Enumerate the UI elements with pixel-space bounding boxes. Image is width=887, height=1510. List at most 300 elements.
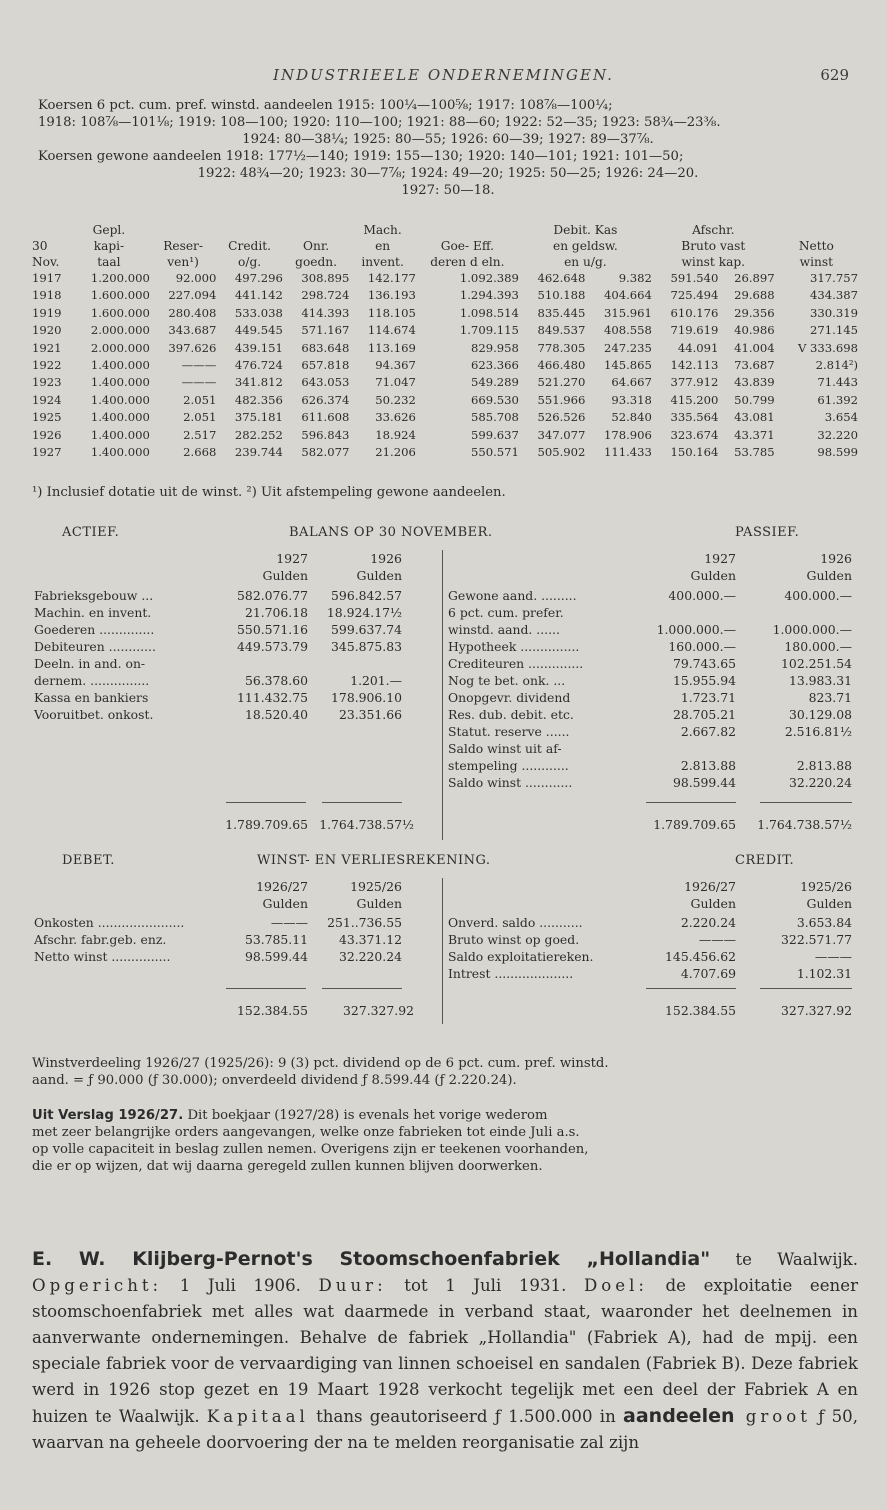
th: deren d eln. — [430, 255, 505, 269]
entry-label: Netto winst ............... — [34, 949, 171, 964]
table-body — [32, 270, 858, 461]
opgericht-value: 1 Juli 1906. — [162, 1276, 319, 1295]
table-cell: 2.000.000 — [90, 340, 150, 355]
koersen-gewone-line3: 1927: 50—18. — [401, 183, 495, 198]
row-year: 1918 — [32, 288, 62, 303]
table-cell: 397.626 — [168, 340, 217, 355]
table-cell: ——— — [181, 375, 217, 390]
entry-value-current: 2.220.24 — [680, 915, 736, 930]
balans-unit: Gulden — [806, 568, 852, 583]
row-year: 1921 — [32, 340, 62, 355]
table-cell: 482.356 — [234, 392, 283, 407]
entry-value-previous: 1.201.— — [350, 673, 402, 688]
koersen-pref-paragraph — [38, 97, 858, 148]
table-cell: 623.366 — [470, 358, 519, 373]
total-rule — [646, 988, 736, 989]
table-footnote: ¹) Inclusief dotatie uit de winst. ²) Uit afstempeling gewone aandeelen. — [32, 485, 506, 500]
table-cell: 2.517 — [183, 427, 217, 442]
winstverdeeling-line1: Winstverdeeling 1926/27 (1925/26): 9 (3) pct. dividend op de 6 pct. cum. pref. winstd. — [32, 1056, 609, 1071]
table-cell: 150.164 — [670, 445, 719, 460]
th: Reser- — [163, 239, 203, 253]
table-cell: 53.785 — [734, 445, 775, 460]
winst-divider — [442, 878, 443, 1024]
table-cell: 1.600.000 — [90, 288, 150, 303]
table-cell: 375.181 — [234, 410, 283, 425]
entry-label: Nog te bet. onk. ... — [448, 673, 566, 688]
table-cell: 1.400.000 — [90, 410, 150, 425]
entry-value-previous: 345.875.83 — [331, 639, 402, 654]
balans-total-passief-1926: 1.764.738.57½ — [757, 817, 852, 832]
koersen-gewone-line1: Koersen gewone aandeelen 1918: 177½—140; 1919: 155—130; 1920: 140—101; 1921: 101—50; — [38, 149, 684, 164]
entry-value-current: ——— — [270, 915, 308, 930]
table-cell: 308.895 — [301, 271, 350, 285]
verslag-line3: op volle capaciteit in beslag zullen nemen. Overigens zijn er teekenen voorhanden, — [32, 1142, 589, 1157]
row-year: 1924 — [32, 392, 62, 407]
actief-title: ACTIEF. — [62, 525, 120, 540]
table-cell: 21.206 — [375, 445, 416, 460]
groot-label: groot — [734, 1407, 811, 1426]
entry-value-previous: 251..736.55 — [327, 915, 402, 930]
table-cell: 64.667 — [611, 375, 652, 390]
table-row — [32, 305, 858, 322]
table-cell: 142.113 — [670, 358, 719, 373]
table-cell: 2.814²) — [815, 358, 858, 373]
th: kapi- — [93, 239, 125, 253]
entry-value-current: 98.599.44 — [244, 949, 308, 964]
th: o/g. — [238, 255, 262, 269]
entry-label: Vooruitbet. onkost. — [34, 707, 154, 722]
th — [216, 222, 283, 238]
th: Debit. Kas — [553, 223, 618, 237]
entry-value-previous: 102.251.54 — [781, 656, 852, 671]
table-row — [32, 409, 858, 426]
entry-value-current: 550.571.16 — [237, 622, 308, 637]
table-cell: 526.526 — [537, 410, 586, 425]
table-cell: 26.897 — [734, 271, 775, 285]
table-cell: ——— — [181, 358, 217, 373]
th: winst kap. — [681, 255, 746, 269]
table-head-row-1 — [32, 222, 858, 238]
th: Goe- Eff. — [440, 239, 494, 253]
table-cell: 94.367 — [375, 358, 416, 373]
winst-total: 327.327.92 — [781, 1003, 852, 1018]
th: ven¹) — [167, 255, 199, 269]
th: invent. — [361, 255, 404, 269]
table-cell: 582.077 — [301, 445, 350, 460]
credit-title: CREDIT. — [735, 853, 795, 868]
th: winst — [799, 255, 833, 269]
table-cell: 142.177 — [367, 271, 416, 285]
table-head-row-3 — [32, 254, 858, 270]
table-row — [32, 374, 858, 391]
table-cell: 73.687 — [734, 358, 775, 373]
entry-value-previous: 596.842.57 — [331, 588, 402, 603]
entry-value-current: 18.520.40 — [244, 707, 308, 722]
entry-value-previous: 823.71 — [808, 690, 852, 705]
table-cell: 50.232 — [375, 392, 416, 407]
table-cell: 571.167 — [301, 323, 350, 338]
table-cell: 2.051 — [183, 392, 217, 407]
table-row — [32, 444, 858, 461]
verslag-line4: die er op wijzen, dat wij daarna geregeld zullen kunnen blijven doorwerken. — [32, 1159, 543, 1174]
table-row — [32, 340, 858, 357]
th: Onr. — [302, 239, 330, 253]
table-cell: 239.744 — [234, 445, 283, 460]
table-cell: 178.906 — [603, 427, 652, 442]
winst-unit: Gulden — [806, 896, 852, 911]
page-header — [0, 66, 887, 90]
th: en geldsw. — [553, 239, 618, 253]
entry-value-previous: 400.000.— — [784, 588, 852, 603]
balans-unit: Gulden — [356, 568, 402, 583]
table-cell: 1.400.000 — [90, 427, 150, 442]
entry-label: Onkosten ...................... — [34, 915, 185, 930]
table-cell: 591.540 — [670, 271, 719, 285]
entry-value-previous: 18.924.17½ — [326, 605, 402, 620]
row-year: 1927 — [32, 445, 62, 460]
table-cell: 113.169 — [367, 340, 416, 355]
th — [32, 222, 68, 238]
table-cell: 585.708 — [470, 410, 519, 425]
doel-text: de exploitatie eener stoomschoenfabriek met alles wat daarmede in verband staat, waaronder het deelnemen in aanverwante ondernemingen. Behalve de fabriek „Hollandia" (Fabriek A), had de mpij. een speciale fabriek voor de vervaardiging van linnen schoeisel en sandalen (Fabriek B). Deze fabriek werd in 1926 stop gezet en 19 Maart 1928 verkocht tegelijk met een deel der Fabriek A en huizen te Waalwijk. — [32, 1276, 858, 1426]
debet-title: DEBET. — [62, 853, 115, 868]
table-cell: 2.051 — [183, 410, 217, 425]
table-cell: 335.564 — [670, 410, 719, 425]
table-row — [32, 427, 858, 444]
entry-value-previous: 180.000.— — [784, 639, 852, 654]
balans-year-actief-1926: 1926 — [370, 551, 402, 566]
th: Bruto vast — [681, 239, 746, 253]
balans-year-passief-1926: 1926 — [820, 551, 852, 566]
entry-label: Kassa en bankiers — [34, 690, 149, 705]
table-cell: 317.757 — [810, 271, 858, 285]
entry-value-current: 2.813.88 — [680, 758, 736, 773]
table-cell: 280.408 — [168, 305, 217, 320]
entry-value-current: 400.000.— — [668, 588, 736, 603]
koersen-pref-line1: Koersen 6 pct. cum. pref. winstd. aandeelen 1915: 100¼—100⅝; 1917: 108⅞—100¼; — [38, 98, 613, 113]
table-cell: 44.091 — [677, 340, 719, 355]
table-cell: 50.799 — [734, 392, 775, 407]
table-cell: V 333.698 — [797, 340, 858, 355]
table-cell: 323.674 — [670, 427, 719, 442]
entry-value-current: 582.076.77 — [237, 588, 308, 603]
table-cell: 778.305 — [537, 340, 586, 355]
groot-text: ƒ 50, waarvan na geheele doorvoering der na te melden reorganisatie zal zijn — [32, 1407, 858, 1452]
table-cell: 719.619 — [670, 323, 719, 338]
table-cell: 849.537 — [537, 323, 586, 338]
table-cell: 18.924 — [375, 427, 416, 442]
entry-value-current: 15.955.94 — [672, 673, 736, 688]
table-cell: 32.220 — [817, 427, 858, 442]
duur-label: Duur: — [318, 1276, 387, 1295]
page-number: 629 — [820, 66, 849, 84]
verslag-line2: met zeer belangrijke orders aangevangen, welke onze fabrieken tot einde Juli a.s. — [32, 1125, 580, 1140]
total-rule — [760, 802, 852, 803]
entry-value-current: 98.599.44 — [672, 775, 736, 790]
balans-unit: Gulden — [690, 568, 736, 583]
table-cell: 829.958 — [470, 340, 519, 355]
table-cell: 611.608 — [301, 410, 350, 425]
entry-value-current: ——— — [698, 932, 736, 947]
winst-year: 1926/27 — [256, 879, 308, 894]
table-cell: 347.077 — [537, 427, 586, 442]
table-cell: 683.648 — [301, 340, 350, 355]
entry-value-current: 160.000.— — [668, 639, 736, 654]
entry-value-current: 449.573.79 — [237, 639, 308, 654]
winst-total: 327.327.92 — [343, 1003, 414, 1018]
table-cell: 505.902 — [537, 445, 586, 460]
th: Mach. — [363, 223, 402, 237]
entry-label: Onopgevr. dividend — [448, 690, 571, 705]
th — [150, 222, 217, 238]
row-year: 1917 — [32, 271, 62, 285]
company-name: E. W. Klijberg-Pernot's Stoomschoenfabriek „Hollandia" — [32, 1248, 711, 1270]
entry-label: Intrest .................... — [448, 966, 574, 981]
entry-value-previous: 43.371.12 — [338, 932, 402, 947]
table-cell: 466.480 — [537, 358, 586, 373]
table-cell: 330.319 — [810, 305, 858, 320]
table-cell: 93.318 — [611, 392, 652, 407]
table-cell: 408.558 — [603, 323, 652, 338]
table-cell: 549.289 — [470, 375, 519, 390]
entry-value-previous: 1.000.000.— — [772, 622, 852, 637]
table-cell: 9.382 — [618, 271, 652, 285]
table-cell: 377.912 — [670, 375, 719, 390]
table-cell: 145.865 — [603, 358, 652, 373]
entry-label: Goederen .............. — [34, 622, 155, 637]
entry-label: 6 pct. cum. prefer. — [448, 605, 564, 620]
koersen-gewone-paragraph — [38, 148, 858, 199]
entry-value-previous: 2.516.81½ — [784, 724, 852, 739]
winst-year: 1925/26 — [350, 879, 402, 894]
table-cell: 1.400.000 — [90, 392, 150, 407]
entry-label: Gewone aand. ......... — [448, 588, 577, 603]
table-cell: 599.637 — [470, 427, 519, 442]
th: 30 — [32, 239, 48, 253]
table-cell: 596.843 — [301, 427, 350, 442]
table-row — [32, 270, 858, 287]
entry-label: Saldo winst uit af- — [448, 741, 562, 756]
entry-value-current: 56.378.60 — [244, 673, 308, 688]
kapitaal-label: Kapitaal — [206, 1407, 309, 1426]
th: Credit. — [228, 239, 272, 253]
table-cell: 71.443 — [817, 375, 858, 390]
balans-divider — [442, 550, 443, 840]
table-cell: 315.961 — [603, 305, 652, 320]
table-cell: 1.200.000 — [90, 271, 150, 285]
table-cell: 3.654 — [824, 410, 858, 425]
table-row — [32, 357, 858, 374]
entry-value-current: 21.706.18 — [244, 605, 308, 620]
winst-title: WINST- EN VERLIESREKENING. — [257, 853, 491, 868]
table-cell: 43.371 — [734, 427, 775, 442]
table-cell: 1.400.000 — [90, 358, 150, 373]
th: Netto — [798, 239, 834, 253]
table-head-row-2 — [32, 238, 858, 254]
winstverdeeling-paragraph — [32, 1055, 858, 1089]
th: Gepl. — [92, 223, 126, 237]
total-rule — [322, 988, 402, 989]
th: taal — [97, 255, 121, 269]
entry-label: Hypotheek ............... — [448, 639, 580, 654]
verslag-label: Uit Verslag 1926/27. — [32, 1108, 184, 1123]
table-cell: 1.600.000 — [90, 305, 150, 320]
table-row — [32, 322, 858, 339]
table-cell: 643.053 — [301, 375, 350, 390]
table-cell: 29.356 — [734, 305, 775, 320]
entry-value-current: 79.743.65 — [672, 656, 736, 671]
row-year: 1922 — [32, 358, 62, 373]
entry-value-previous: 23.351.66 — [338, 707, 402, 722]
th — [775, 222, 858, 238]
table-cell: 439.151 — [234, 340, 283, 355]
entry-value-previous: 13.983.31 — [788, 673, 852, 688]
balans-year-actief-1927: 1927 — [276, 551, 308, 566]
table-cell: 71.047 — [375, 375, 416, 390]
table-cell: 449.545 — [234, 323, 283, 338]
entry-value-previous: 322.571.77 — [781, 932, 852, 947]
table-cell: 1.400.000 — [90, 445, 150, 460]
entry-value-previous: 1.102.31 — [796, 966, 852, 981]
entry-label: Machin. en invent. — [34, 605, 152, 620]
table-cell: 610.176 — [670, 305, 719, 320]
th: en — [375, 239, 391, 253]
total-rule — [646, 802, 736, 803]
row-year: 1925 — [32, 410, 62, 425]
entry-label: Res. dub. debit. etc. — [448, 707, 574, 722]
th: Afschr. — [692, 223, 735, 237]
verslag-paragraph — [32, 1107, 858, 1175]
table-cell: 441.142 — [234, 288, 283, 303]
balans-total-passief-1927: 1.789.709.65 — [653, 817, 736, 832]
winst-unit: Gulden — [262, 896, 308, 911]
th — [283, 222, 350, 238]
table-cell: 626.374 — [301, 392, 350, 407]
table-cell: 533.038 — [234, 305, 283, 320]
table-cell: 114.674 — [367, 323, 416, 338]
table-cell: 415.200 — [670, 392, 719, 407]
total-rule — [322, 802, 402, 803]
table-cell: 551.966 — [537, 392, 586, 407]
entry-value-current: 1.723.71 — [680, 690, 736, 705]
entry-value-current: 111.432.75 — [237, 690, 308, 705]
table-cell: 271.145 — [810, 323, 858, 338]
winst-total: 152.384.55 — [665, 1003, 736, 1018]
table-cell: 61.392 — [817, 392, 858, 407]
doel-label: Doel: — [583, 1276, 648, 1295]
table-cell: 414.393 — [301, 305, 350, 320]
entry-label: Deeln. in and. on- — [34, 656, 146, 671]
entry-value-previous: 32.220.24 — [788, 775, 852, 790]
table-cell: 227.094 — [168, 288, 217, 303]
entry-value-previous: 2.813.88 — [796, 758, 852, 773]
table-cell: 476.724 — [234, 358, 283, 373]
entry-value-current: 2.667.82 — [680, 724, 736, 739]
entry-label: Statut. reserve ...... — [448, 724, 570, 739]
duur-value: tot 1 Juli 1931. — [386, 1276, 584, 1295]
table-cell: 404.664 — [603, 288, 652, 303]
table-cell: 725.494 — [670, 288, 719, 303]
table-cell: 41.004 — [734, 340, 775, 355]
table-cell: 52.840 — [611, 410, 652, 425]
table-row — [32, 392, 858, 409]
winstverdeeling-line2: aand. = ƒ 90.000 (ƒ 30.000); onverdeeld dividend ƒ 8.599.44 (ƒ 2.220.24). — [32, 1073, 517, 1088]
entry-label: Fabrieksgebouw ... — [34, 588, 154, 603]
balans-total-actief-1927: 1.789.709.65 — [225, 817, 308, 832]
table-cell: 657.818 — [301, 358, 350, 373]
table-cell: 92.000 — [175, 271, 217, 285]
entry-label: Bruto winst op goed. — [448, 932, 580, 947]
entry-value-previous: 32.220.24 — [338, 949, 402, 964]
row-year: 1919 — [32, 305, 62, 320]
table-cell: 43.081 — [734, 410, 775, 425]
entry-label: Debiteuren ............ — [34, 639, 156, 654]
entry-value-previous: ——— — [814, 949, 852, 964]
table-cell: 247.235 — [603, 340, 652, 355]
entry-label: dernem. ............... — [34, 673, 150, 688]
entry-value-previous: 3.653.84 — [796, 915, 852, 930]
winst-unit: Gulden — [690, 896, 736, 911]
table-cell: 111.433 — [603, 445, 652, 460]
table-cell: 298.724 — [301, 288, 350, 303]
table-cell: 1.294.393 — [459, 288, 519, 303]
winst-unit: Gulden — [356, 896, 402, 911]
running-title: INDUSTRIEELE ONDERNEMINGEN. — [273, 66, 614, 84]
balans-total-actief-1926: 1.764.738.57½ — [319, 817, 414, 832]
row-year: 1920 — [32, 323, 62, 338]
entry-label: Saldo exploitatiereken. — [448, 949, 594, 964]
table-row — [32, 287, 858, 304]
row-year: 1926 — [32, 427, 62, 442]
table-cell: 462.648 — [537, 271, 586, 285]
row-year: 1923 — [32, 375, 62, 390]
entry-value-previous: 599.637.74 — [331, 622, 402, 637]
entry-value-current: 1.000.000.— — [656, 622, 736, 637]
table-cell: 521.270 — [537, 375, 586, 390]
balans-title: BALANS OP 30 NOVEMBER. — [289, 525, 493, 540]
table-cell: 33.626 — [375, 410, 416, 425]
aandeelen-word: aandeelen — [623, 1405, 735, 1427]
table-cell: 510.188 — [537, 288, 586, 303]
th — [416, 222, 519, 238]
entry-value-current: 4.707.69 — [680, 966, 736, 981]
balans-year-passief-1927: 1927 — [704, 551, 736, 566]
table-cell: 2.668 — [183, 445, 217, 460]
table-cell: 43.839 — [734, 375, 775, 390]
entry-label: winstd. aand. ...... — [448, 622, 560, 637]
table-cell: 136.193 — [367, 288, 416, 303]
table-cell: 1.098.514 — [459, 305, 519, 320]
entry-label: stempeling ............ — [448, 758, 569, 773]
entry-value-current: 28.705.21 — [672, 707, 736, 722]
table-cell: 341.812 — [234, 375, 283, 390]
table-cell: 1.709.115 — [459, 323, 519, 338]
koersen-gewone-line2: 1922: 48¾—20; 1923: 30—7⅞; 1924: 49—20; 1925: 50—25; 1926: 24—20. — [197, 166, 699, 181]
hollandia-entry — [32, 1246, 858, 1456]
th: Nov. — [32, 255, 60, 269]
koersen-pref-line3: 1924: 80—38¼; 1925: 80—55; 1926: 60—39; 1927: 89—37⅞. — [242, 132, 654, 147]
entry-value-current: 145.456.62 — [665, 949, 736, 964]
table-cell: 29.688 — [734, 288, 775, 303]
table-cell: 118.105 — [367, 305, 416, 320]
entry-label: Afschr. fabr.geb. enz. — [34, 932, 167, 947]
entry-value-current: 53.785.11 — [244, 932, 308, 947]
passief-title: PASSIEF. — [735, 525, 800, 540]
entry-value-previous: 30.129.08 — [788, 707, 852, 722]
table-cell: 1.400.000 — [90, 375, 150, 390]
table-cell: 550.571 — [470, 445, 519, 460]
table-cell: 497.296 — [234, 271, 283, 285]
